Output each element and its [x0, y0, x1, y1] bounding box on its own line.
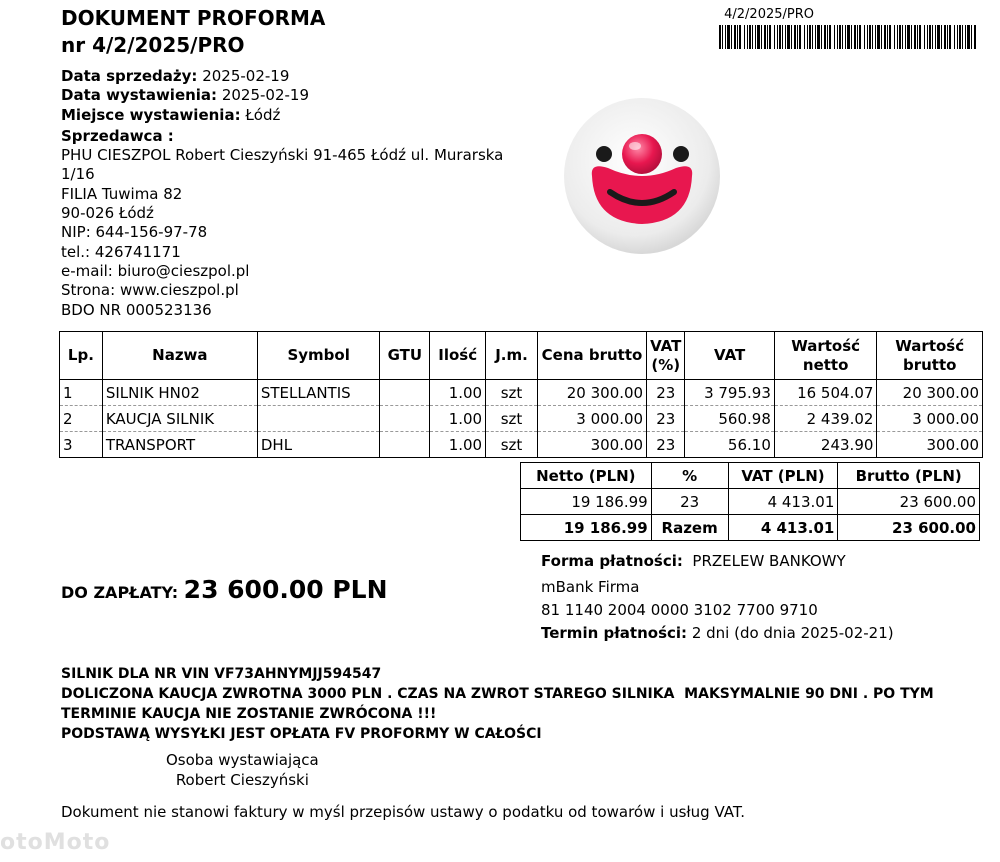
col-header-symbol: Symbol [257, 332, 380, 380]
payment-info [541, 550, 894, 645]
summary-row: 19 186.99 23 4 413.01 23 600.00 [521, 489, 980, 515]
amount-due-value: 23 600.00 PLN [183, 575, 388, 604]
table-row: 3 TRANSPORT DHL 1.00 szt 300.00 23 56.10 243.90 300.00 [60, 432, 983, 458]
seller-line: FILIA Tuwima 82 [61, 184, 183, 203]
items-table [59, 331, 983, 458]
col-header-net-value: Wartość netto [774, 332, 877, 380]
title-line-1: DOKUMENT PROFORMA [61, 6, 326, 30]
col-header-gross-value: Wartość brutto [877, 332, 983, 380]
note-line: SILNIK DLA NR VIN VF73AHNYMJJ594547 [61, 666, 382, 682]
issue-date-row: Data wystawienia: 2025-02-19 [61, 86, 310, 105]
col-header-gross-price: Cena brutto [537, 332, 646, 380]
issuer-name: Robert Cieszyński [175, 771, 309, 789]
summary-total-row: 19 186.99 Razem 4 413.01 23 600.00 [521, 515, 980, 541]
issue-place-row: Miejsce wystawienia: Łódź [61, 105, 281, 124]
seller-line: e-mail: biuro@cieszpol.pl [61, 261, 250, 280]
summary-header-gross: Brutto (PLN) [838, 463, 980, 489]
bank-account: 81 1140 2004 0000 3102 7700 9710 [541, 601, 818, 619]
note-line: PODSTAWĄ WYSYŁKI JEST OPŁATA FV PROFORMY W CAŁOŚCI [61, 726, 542, 742]
table-row: 2 KAUCJA SILNIK 1.00 szt 3 000.00 23 560.98 2 439.02 3 000.00 [60, 406, 983, 432]
note-line: TERMINIE KAUCJA NIE ZOSTANIE ZWRÓCONA !!! [61, 706, 437, 722]
col-header-lp: Lp. [60, 332, 103, 380]
col-header-name: Nazwa [102, 332, 257, 380]
seller-label: Sprzedawca : [61, 126, 174, 145]
vat-summary-table [520, 462, 980, 541]
payment-form-row: Forma płatności: PRZELEW BANKOWY [541, 552, 846, 570]
table-row: 1 SILNIK HN02 STELLANTIS 1.00 szt 20 300.00 23 3 795.93 16 504.07 20 300.00 [60, 380, 983, 406]
payment-term-row: Termin płatności: 2 dni (do dnia 2025-02-21) [541, 624, 894, 642]
bank-name: mBank Firma [541, 578, 640, 596]
amount-due [61, 575, 388, 604]
items-header-row [60, 332, 983, 380]
summary-header-vat: VAT (PLN) [728, 463, 838, 489]
col-header-vat: VAT [685, 332, 775, 380]
col-header-gtu: GTU [380, 332, 430, 380]
seller-line: NIP: 644-156-97-78 [61, 223, 208, 242]
footer-disclaimer: Dokument nie stanowi faktury w myśl przepisów ustawy o podatku od towarów i usług VAT. [61, 803, 745, 821]
title-line-2: nr 4/2/2025/PRO [61, 33, 245, 57]
seller-line: tel.: 426741171 [61, 242, 181, 261]
sale-date-row: Data sprzedaży: 2025-02-19 [61, 67, 290, 85]
amount-due-label: DO ZAPŁATY: [61, 583, 179, 602]
note-line: DOLICZONA KAUCJA ZWROTNA 3000 PLN . CZAS NA ZWROT STAREGO SILNIKA MAKSYMALNIE 90 DNI . PO TYM [61, 686, 934, 702]
barcode-icon [719, 25, 977, 49]
issuer-block [166, 750, 319, 790]
seller-line: 1/16 [61, 165, 95, 184]
col-header-unit: J.m. [486, 332, 538, 380]
col-header-vat-rate: VAT (%) [647, 332, 685, 380]
document-info [61, 67, 503, 320]
issuer-label: Osoba wystawiająca [166, 751, 319, 769]
clown-face-icon [562, 96, 722, 256]
summary-header-rate: % [651, 463, 728, 489]
col-header-qty: Ilość [430, 332, 486, 380]
watermark: otoMoto [0, 830, 111, 855]
seller-line: PHU CIESZPOL Robert Cieszyński 91-465 Łódź ul. Murarska [61, 146, 504, 165]
seller-line: BDO NR 000523136 [61, 300, 212, 319]
summary-header-net: Netto (PLN) [521, 463, 652, 489]
seller-line: 90-026 Łódź [61, 204, 154, 223]
notes [61, 664, 934, 744]
seller-line: Strona: www.cieszpol.pl [61, 281, 239, 300]
document-title [61, 5, 325, 59]
summary-header-row [521, 463, 980, 489]
barcode-label: 4/2/2025/PRO [724, 7, 814, 22]
